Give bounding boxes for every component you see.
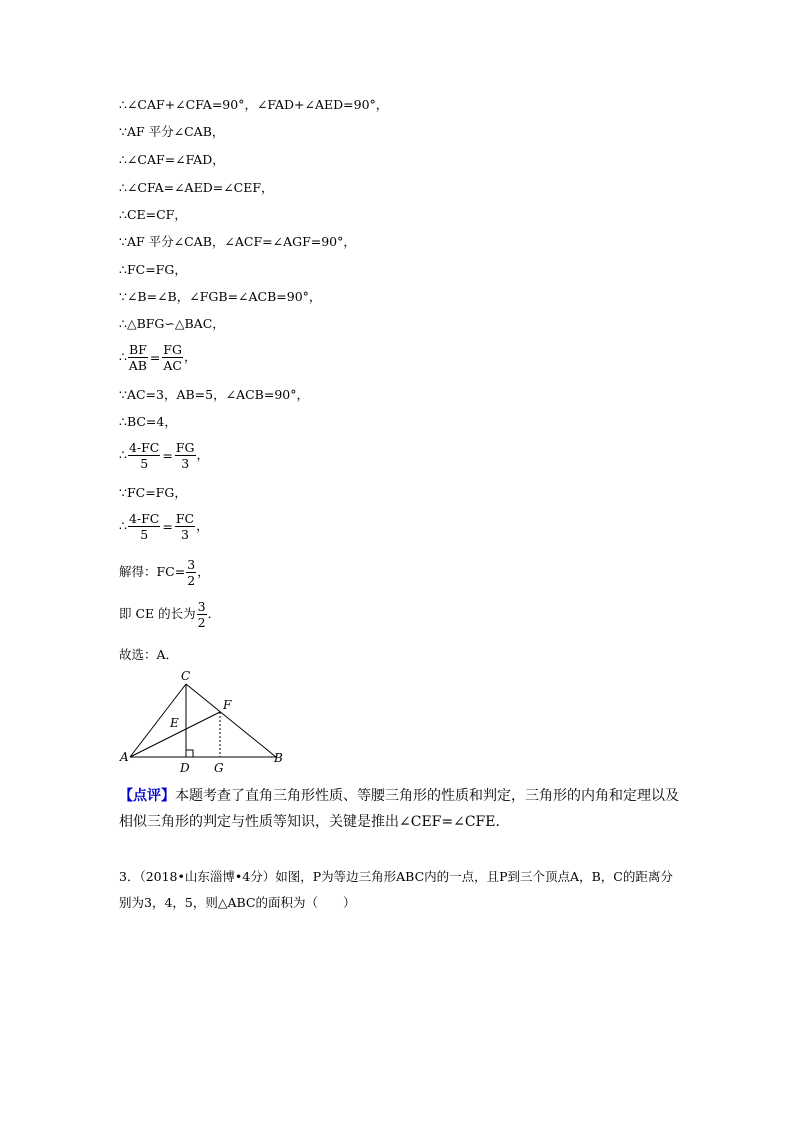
suffix: ， [183,349,197,364]
step-14: ∵FC=FG， [119,485,187,500]
fraction [175,511,195,542]
fraction [162,342,183,373]
step-7: ∴FC=FG， [119,262,187,277]
denominator: AC [163,358,182,373]
step-solve [119,557,210,588]
equals-sign: = [149,349,161,365]
label-B: B [274,751,283,765]
comment-text: 本题考查了直角三角形性质、等腰三角形的性质和判定，三角形的内角和定理以及相似三角形的判定与性质等知识，关键是推出∠CEF=∠CFE． [119,788,679,830]
step-2: ∵AF 平分∠CAB， [119,124,225,139]
numerator: FC [175,511,195,526]
segment-CB [186,684,276,757]
denominator: 5 [140,527,149,542]
fraction [186,557,196,588]
step-9: ∴△BFG∽△BAC， [119,316,225,331]
prefix: ∴ [119,349,127,364]
equals-sign: = [162,518,173,534]
numerator: FG [163,342,182,357]
label-A: A [120,750,129,764]
question-3: 3．（2018•山东淄博•4分）如图，P为等边三角形ABC内的一点，且P到三个顶点A，B，C的距离分别为3，4，5，则△ABC的面积为（ ） [119,869,673,910]
step-6: ∵AF 平分∠CAB，∠ACF=∠AGF=90°， [119,234,356,249]
step-1: ∴∠CAF+∠CFA=90°，∠FAD+∠AED=90°， [119,97,389,112]
geometry-figure [110,664,300,776]
label-F: F [223,698,232,712]
step-8: ∵∠B=∠B，∠FGB=∠ACB=90°， [119,289,322,304]
label-G: G [214,761,224,775]
step-3: ∴∠CAF=∠FAD， [119,152,225,167]
step-fraction-3 [119,511,209,542]
denominator: 3 [181,456,190,471]
suffix: ， [196,447,210,462]
prefix: ∴ [119,518,127,533]
denominator: AB [128,358,147,373]
denominator: 3 [181,527,189,542]
suffix: ． [207,606,221,621]
label-D: D [180,761,190,775]
numerator: BF [128,342,147,357]
equals-sign: = [162,447,173,463]
denominator: 5 [140,456,149,471]
denominator: 2 [197,615,206,630]
suffix: ， [196,518,209,533]
comment-tag: 【点评】 [119,788,175,804]
fraction [128,440,160,471]
prefix: ∴ [119,447,127,462]
fraction [197,599,207,630]
answer-line: 故选：A． [119,647,179,662]
numerator: 3 [187,557,196,572]
prefix: 解得：FC= [119,564,186,579]
label-E: E [170,716,179,730]
step-result [119,599,220,630]
right-angle-mark [186,750,193,757]
prefix: 即 CE 的长为 [119,606,196,621]
numerator: 3 [197,599,206,614]
step-fraction-2 [119,440,209,471]
fraction [128,511,160,542]
label-C: C [181,669,191,683]
numerator: 4-FC [128,440,160,455]
denominator: 2 [187,573,196,588]
step-5: ∴CE=CF， [119,207,187,222]
step-11: ∵AC=3，AB=5，∠ACB=90°， [119,387,309,402]
suffix: ， [197,564,210,579]
fraction [175,440,196,471]
comment-block [119,783,679,835]
numerator: FG [175,440,195,455]
numerator: 4-FC [128,511,160,526]
step-fraction-1 [119,342,196,373]
step-12: ∴BC=4， [119,414,177,429]
fraction [128,342,148,373]
step-4: ∴∠CFA=∠AED=∠CEF， [119,180,274,195]
